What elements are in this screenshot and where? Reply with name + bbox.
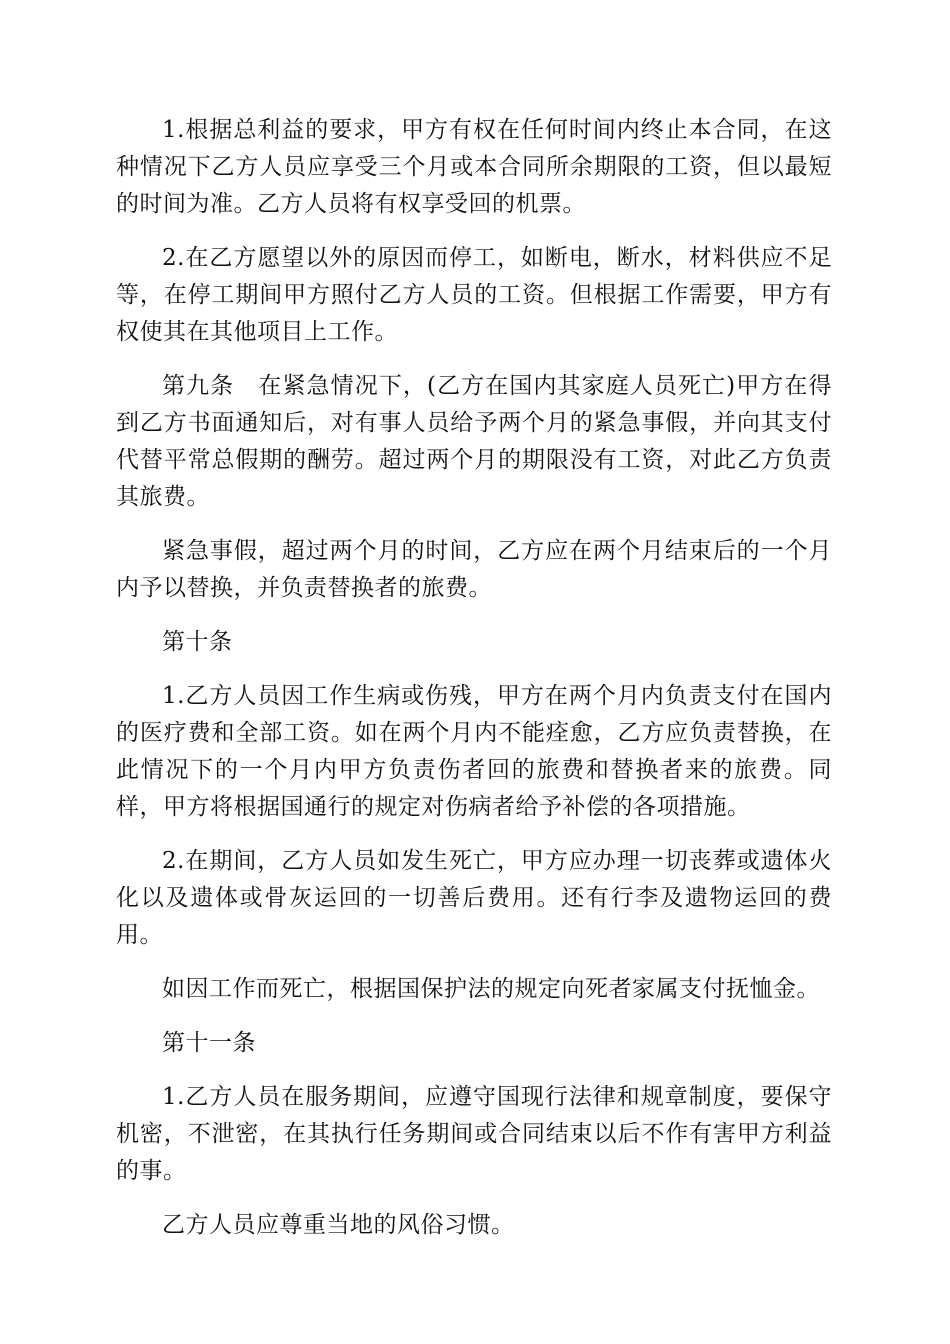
document-page [116,112,832,1261]
paragraph-laws-confidentiality: 1.乙方人员在服务期间，应遵守国现行法律和规章制度，要保守机密，不泄密，在其执行任务期间或合同结束以后不作有害甲方利益的事。 [116,1084,832,1184]
heading-article-10: 第十条 [162,629,233,655]
paragraph-termination-right: 1.根据总利益的要求，甲方有权在任何时间内终止本合同，在这种情况下乙方人员应享受三个月或本合同所余期限的工资，但以最短的时间为准。乙方人员将有权享受回的机票。 [116,117,832,217]
paragraph-work-death-compensation: 如因工作而死亡，根据国保护法的规定向死者家属支付抚恤金。 [162,976,820,1002]
paragraph-illness-injury: 1.乙方人员因工作生病或伤残，甲方在两个月内负责支付在国内的医疗费和全部工资。如在两个月内不能痊愈，乙方应负责替换，在此情况下的一个月内甲方负责伤者回的旅费和替换者来的旅费。同样，甲方将根据国通行的规定对伤病者给予补偿的各项措施。 [116,683,832,820]
paragraph-article-9-emergency-leave: 第九条 在紧急情况下，(乙方在国内其家庭人员死亡)甲方在得到乙方书面通知后，对有事人员给予两个月的紧急事假，并向其支付代替平常总假期的酬劳。超过两个月的期限没有工资，对此乙方负责其旅费。 [116,373,832,510]
paragraph-local-customs: 乙方人员应尊重当地的风俗习惯。 [162,1212,515,1238]
paragraph-work-stoppage: 2.在乙方愿望以外的原因而停工，如断电，断水，材料供应不足等，在停工期间甲方照付乙方人员的工资。但根据工作需要，甲方有权使其在其他项目上工作。 [116,245,832,345]
heading-article-11: 第十一条 [162,1030,256,1056]
paragraph-death-expenses: 2.在期间，乙方人员如发生死亡，甲方应办理一切丧葬或遗体火化以及遗体或骨灰运回的一切善后费用。还有行李及遗物运回的费用。 [116,848,832,948]
paragraph-emergency-leave-replacement: 紧急事假，超过两个月的时间，乙方应在两个月结束后的一个月内予以替换，并负责替换者的旅费。 [116,538,832,601]
